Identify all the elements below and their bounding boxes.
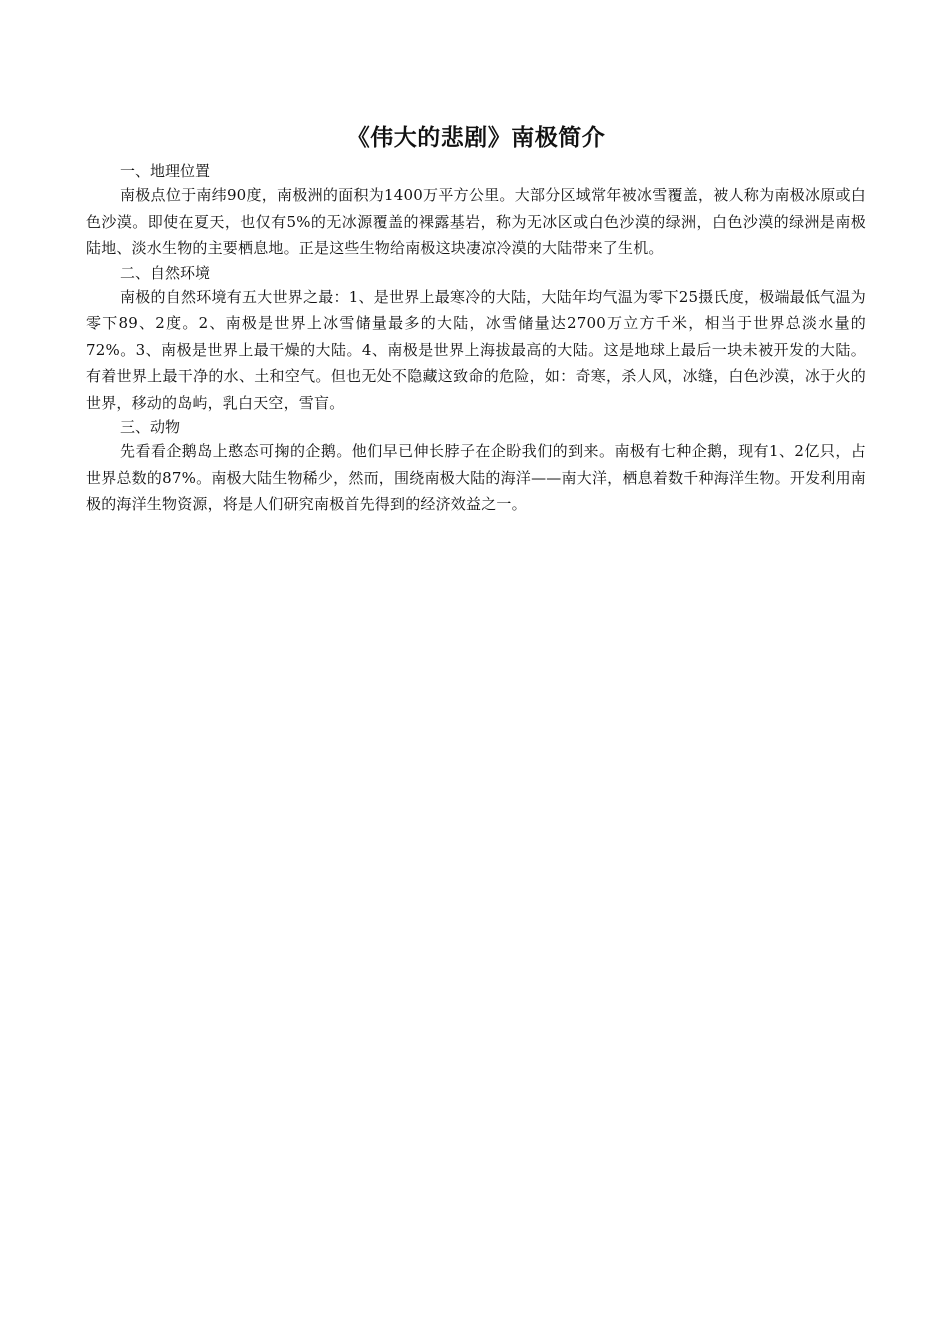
- section-paragraph-environment: 南极的自然环境有五大世界之最：1、是世界上最寒冷的大陆，大陆年均气温为零下25摄氏度，极端最低气温为零下89、2度。2、南极是世界上冰雪储量最多的大陆，冰雪储量达2700万立方千米，相当于世界总淡水量的72%。3、南极是世界上最干燥的大陆。4、南极是世界上海拔最高的大陆。这是地球上最后一块未被开发的大陆。有着世界上最干净的水、土和空气。但也无处不隐藏这致命的危险，如：奇寒，杀人风，冰缝，白色沙漠，冰于火的世界，移动的岛屿，乳白天空，雪盲。: [86, 287, 866, 412]
- document-title: 《伟大的悲剧》南极简介: [346, 124, 606, 151]
- section-heading-environment: 二、自然环境: [120, 263, 211, 282]
- document-body: [86, 122, 866, 518]
- section-heading-animals: 三、动物: [120, 418, 181, 436]
- section-paragraph-geography: 南极点位于南纬90度，南极洲的面积为1400万平方公里。大部分区域常年被冰雪覆盖，被人称为南极冰原或白色沙漠。即使在夏天，也仅有5%的无冰源覆盖的裸露基岩，称为无冰区或白色沙漠的绿洲，白色沙漠的绿洲是南极陆地、淡水生物的主要栖息地。正是这些生物给南极这块凄凉冷漠的大陆带来了生机。: [86, 186, 866, 257]
- section-heading-geography: 一、地理位置: [120, 162, 211, 180]
- section-paragraph-animals: 先看看企鹅岛上憨态可掬的企鹅。他们早已伸长脖子在企盼我们的到来。南极有七种企鹅，现有1、2亿只，占世界总数的87%。南极大陆生物稀少，然而，围绕南极大陆的海洋——南大洋，栖息着数千种海洋生物。开发利用南极的海洋生物资源，将是人们研究南极首先得到的经济效益之一。: [86, 442, 866, 513]
